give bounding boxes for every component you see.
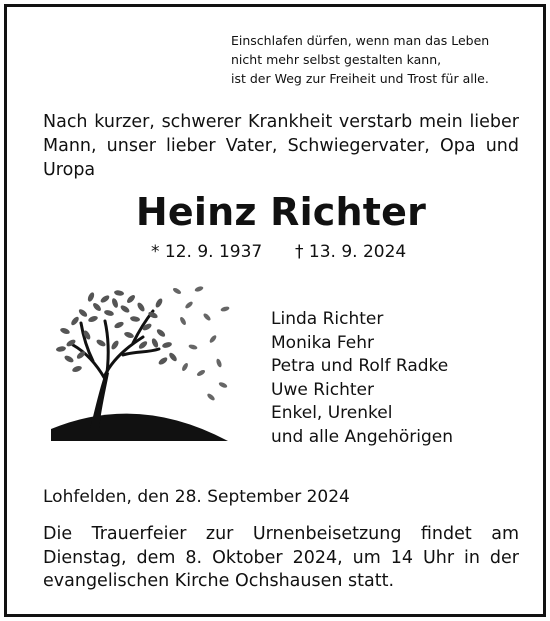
tree-with-blowing-leaves-icon: [43, 269, 233, 449]
death-date: † 13. 9. 2024: [295, 242, 407, 262]
poem: [231, 31, 531, 88]
mourner-name: Uwe Richter: [271, 379, 374, 400]
place-and-date: Lohfelden, den 28. September 2024: [43, 487, 350, 507]
funeral-notice: Die Trauerfeier zur Urnenbeisetzung findet am Dienstag, dem 8. Oktober 2024, um 14 Uhr in der evangelischen Kirche Ochshausen statt.: [43, 524, 519, 591]
poem-line: nicht mehr selbst gestalten kann,: [231, 52, 442, 67]
poem-line: Einschlafen dürfen, wenn man das Leben: [231, 33, 490, 48]
intro-text: Nach kurzer, schwerer Krankheit verstarb mein lieber Mann, unser lieber Vater, Schwiegervater, Opa und Uropa: [43, 112, 519, 180]
mourner-name: und alle Angehörigen: [271, 426, 454, 447]
poem-line: ist der Weg zur Freiheit und Trost für alle.: [231, 71, 489, 86]
mourners-list: [271, 308, 453, 449]
deceased-name: Heinz Richter: [135, 190, 427, 234]
mourner-name: Enkel, Urenkel: [271, 403, 393, 423]
mourner-name: Petra und Rolf Radke: [271, 356, 449, 376]
obituary-frame: [4, 4, 546, 617]
mourner-name: Linda Richter: [271, 309, 384, 329]
mourner-name: Monika Fehr: [271, 332, 375, 353]
birth-date: * 12. 9. 1937: [151, 242, 263, 262]
